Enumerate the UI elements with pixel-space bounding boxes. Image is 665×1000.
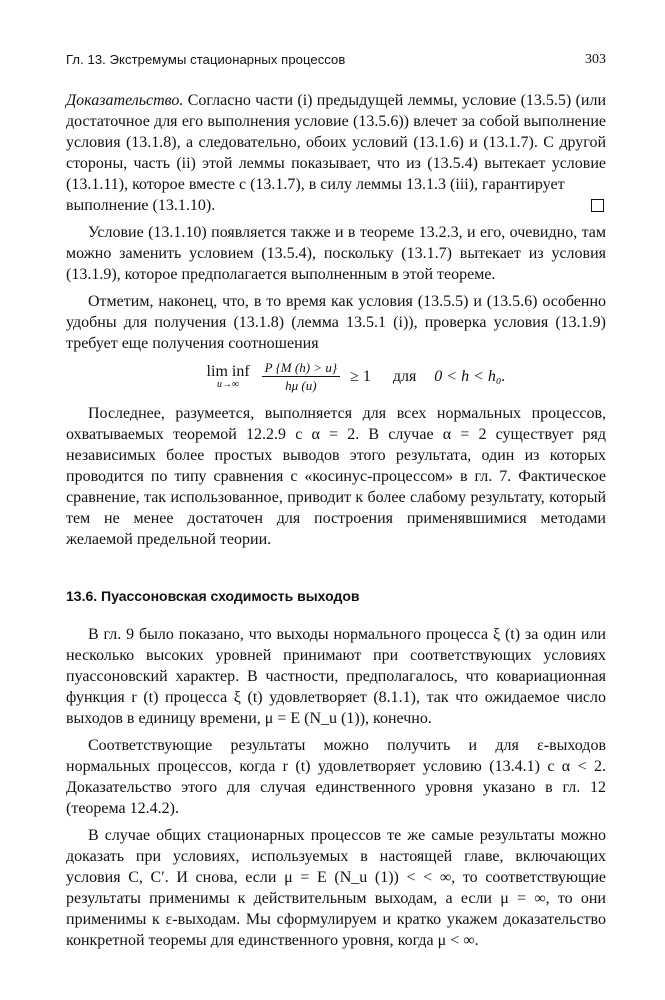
paragraph-3: Последнее, разумеется, выполняется для всех нормальных процессов, охватываемых теоремой 12.2.9 с α = 2. В случае α = 2 существует ряд независимых более простых выводов этого результата, один из которых проводится по типу сравнения с «косинус-процессом» в гл. 7. Фактическое сравнение, так использованное, приводит к более слабому результату, который тем не менее достаточен для построения применявшимися методами желаемой предельной теории. [66, 405, 606, 548]
paragraph-6: В случае общих стационарных процессов те же самые результаты можно доказать при условиях, используемых в настоящей главе, включающих условия C, C′. И снова, если μ = E (N_u (1)) < < ∞, то соответствующие результаты применимы к действительным выходам, а если μ = ∞, то они применимы к ε-выходам. Мы сформулируем и кратко укажем доказательство конкретной теоремы для единственного уровня, когда μ < ∞. [66, 827, 606, 949]
proof-last-text: выполнение (13.1.10). [66, 197, 216, 214]
paragraph-2: Отметим, наконец, что, в то время как условия (13.5.5) и (13.5.6) особенно удобны для получения (13.1.8) (лемма 13.5.1 (i)), проверка условия (13.1.9) требует еще получения соотношения [66, 293, 606, 352]
formula-relation: ≥ 1 [350, 367, 371, 385]
formula-denominator: hμ (u) [285, 378, 317, 393]
running-title: Гл. 13. Экстремумы стационарных процессов [66, 52, 346, 67]
proof-text: Согласно части (i) предыдущей леммы, условие (13.5.5) (или достаточное для его выполнения условие (13.5.6)) влечет за собой выполнение условия (13.1.8), а следовательно, обоих условий (13.1.6) и (13.1.7). С другой стороны, часть (ii) этой леммы показывает, что из (13.5.4) вытекает условие (13.1.11), которое вместе с (13.1.7), в силу леммы 13.1.3 (iii), гарантирует [66, 92, 607, 193]
paragraph-1: Условие (13.1.10) появляется также и в теореме 13.2.3, и его, очевидно, там можно заменить условием (13.5.4), поскольку (13.1.7) вытекает из условия (13.1.9), которое предполагается выполненным в этой теореме. [66, 224, 606, 283]
proof-label: Доказательство. [66, 92, 184, 109]
proof-last-line [66, 195, 606, 216]
paragraph-5: Соответствующие результаты можно получить и для ε-выходов нормальных процессов, когда r (t) удовлетворяет условию (13.4.1) с α < 2. Доказательство этого для случая единственного уровня указано в гл. 12 (теорема 12.4.2). [66, 737, 606, 817]
formula-condition: 0 < h < h₀. [434, 367, 506, 385]
proof-paragraph [66, 90, 606, 195]
formula-word: для [392, 367, 417, 385]
formula-fraction [262, 360, 340, 393]
book-page [66, 52, 606, 951]
formula-lim-word: lim inf [206, 363, 250, 380]
section-heading: 13.6. Пуассоновская сходимость выходов [66, 588, 360, 604]
page-number: 303 [585, 52, 606, 67]
running-header [66, 52, 606, 68]
qed-square-icon [591, 199, 604, 212]
formula-numerator: P {M (h) > u} [262, 360, 340, 377]
formula-lim-subscript: u→∞ [217, 379, 240, 390]
display-formula [106, 360, 606, 393]
formula-lim [207, 363, 250, 390]
paragraph-4: В гл. 9 было показано, что выходы нормального процесса ξ (t) за один или несколько высоких уровней принимают при соответствующих условиях пуассоновский характер. В частности, предполагалось, что ковариационная функция r (t) процесса ξ (t) удовлетворяет (8.1.1), так что ожидаемое число выходов в единицу времени, μ = E (N_u (1)), конечно. [66, 626, 606, 727]
